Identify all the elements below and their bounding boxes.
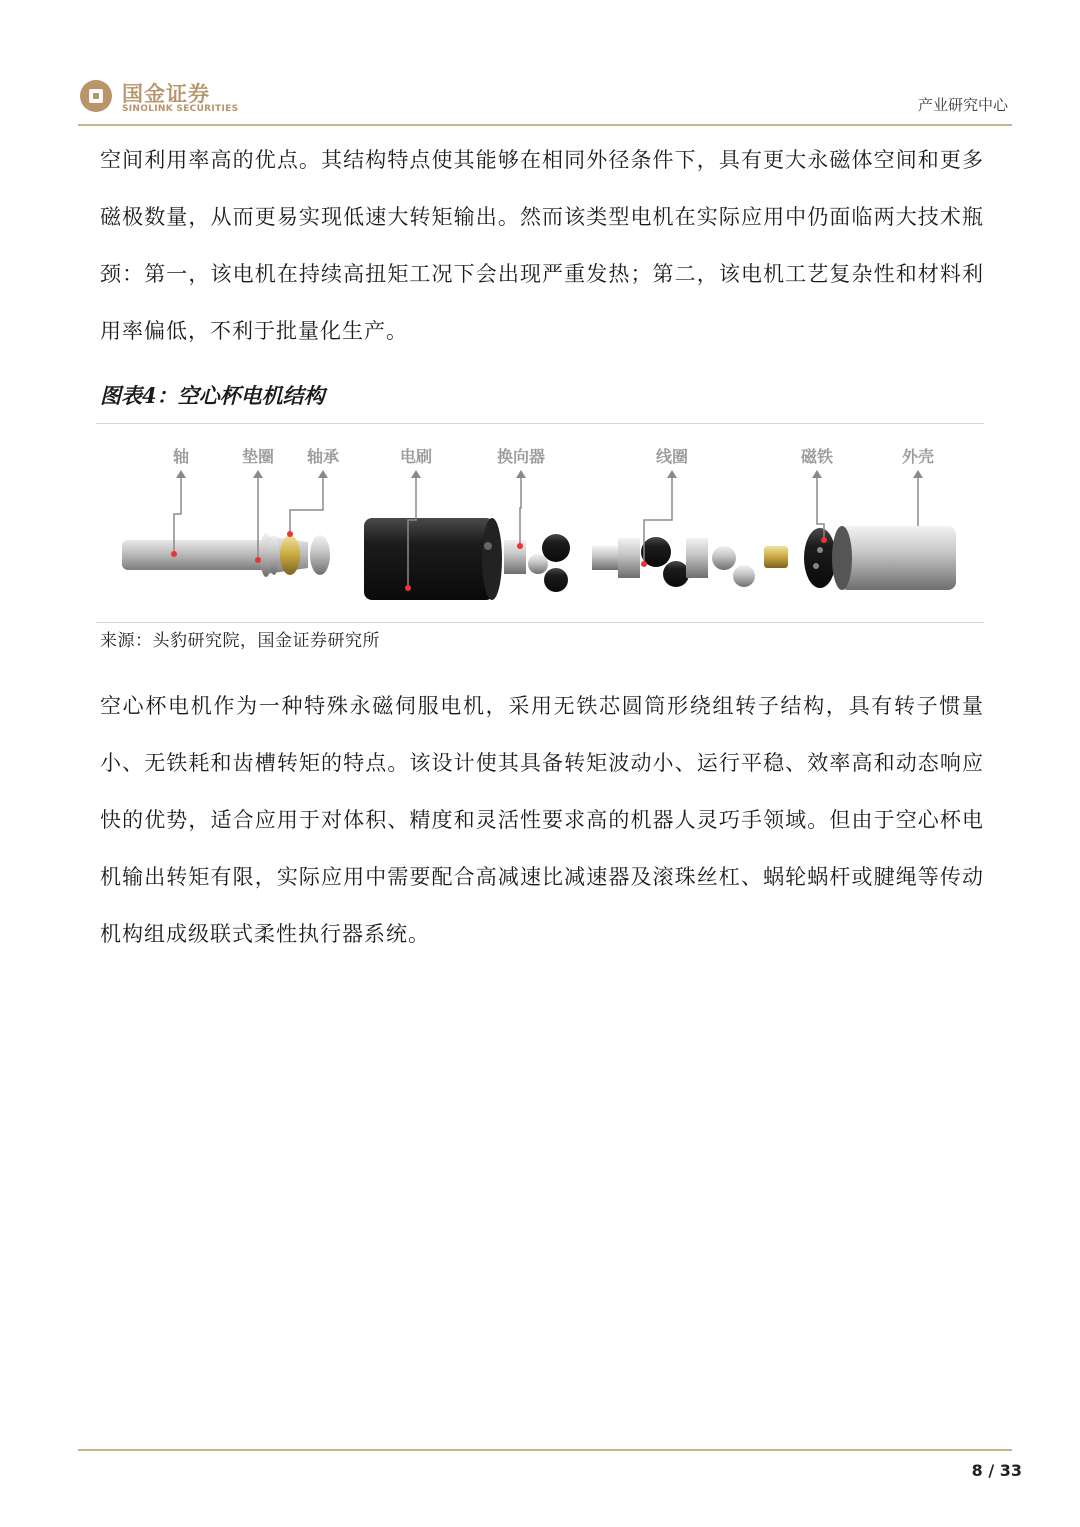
label-commutator: 换向器 <box>496 447 546 466</box>
brand-name-cn: 国金证券 <box>122 82 210 106</box>
page-number: 8 / 33 <box>971 1461 1022 1480</box>
figure-top-rule <box>96 423 984 424</box>
washer-part <box>260 533 279 577</box>
brand-name-en: SINOLINK SECURITIES <box>122 104 239 114</box>
commutator-part <box>504 534 570 592</box>
label-housing: 外壳 <box>901 447 935 466</box>
label-brush: 电刷 <box>399 447 433 466</box>
figure-bottom-rule <box>96 622 984 623</box>
coil-part <box>592 537 755 587</box>
leader-arrowheads <box>176 470 923 478</box>
body-paragraph-1: 空间利用率高的优点。其结构特点使其能够在相同外径条件下，具有更大永磁体空间和更多磁极数量，从而更易实现低速大转矩输出。然而该类型电机在实际应用中仍面临两大技术瓶颈：第一，该电机在持续高扭矩工况下会出现严重发热；第二，该电机工艺复杂性和材料利用率偏低，不利于批量化生产。 <box>100 148 984 343</box>
label-coil: 线圈 <box>655 447 689 466</box>
magnet-part <box>804 528 836 588</box>
sinolink-logo-icon <box>78 78 114 114</box>
section-label: 产业研究中心 <box>917 96 1008 114</box>
brush-part <box>364 518 502 600</box>
figure-title: 图表4：空心杯电机结构 <box>100 383 325 408</box>
label-shaft: 轴 <box>172 447 190 466</box>
label-bearing: 轴承 <box>306 447 340 466</box>
motor-structure-figure <box>96 428 984 620</box>
body-paragraph-2: 空心杯电机作为一种特殊永磁伺服电机，采用无铁芯圆筒形绕组转子结构，具有转子惯量小、无铁耗和齿槽转矩的特点。该设计使其具备转矩波动小、运行平稳、效率高和动态响应快的优势，适合应用于对体积、精度和灵活性要求高的机器人灵巧手领域。但由于空心杯电机输出转矩有限，实际应用中需要配合高减速比减速器及滚珠丝杠、蜗轮蜗杆或腱绳等传动机构组成级联式柔性执行器系统。 <box>100 694 984 946</box>
footer-divider <box>78 1449 1012 1451</box>
pinion-part <box>764 546 788 568</box>
housing-part <box>832 526 956 590</box>
label-washer: 垫圈 <box>241 447 275 466</box>
header-divider <box>78 124 1012 126</box>
label-magnet: 磁铁 <box>800 447 834 466</box>
figure-source: 来源：头豹研究院，国金证券研究所 <box>100 631 380 651</box>
company-logo <box>78 76 338 120</box>
